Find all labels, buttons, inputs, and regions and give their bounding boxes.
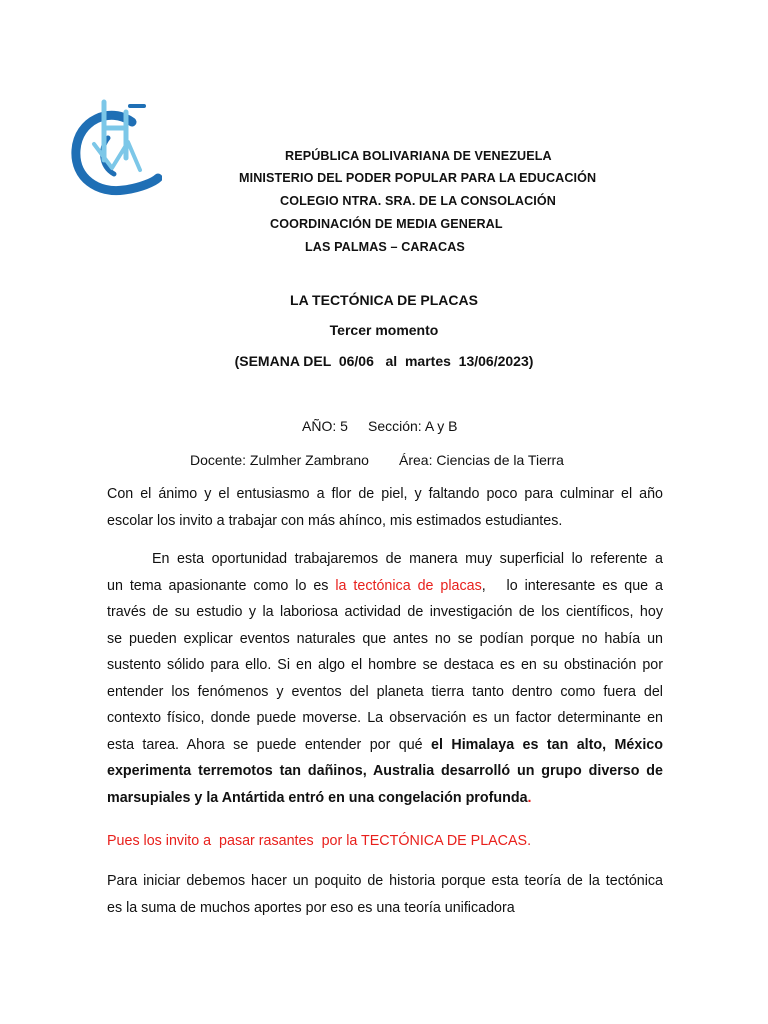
document-subtitle: Tercer momento (329, 322, 439, 338)
body-line (107, 573, 663, 600)
body-line: En esta oportunidad trabajaremos de manera muy superficial lo referente a (152, 551, 663, 567)
intro-line: Con el ánimo y el entusiasmo a flor de piel, y faltando poco para culminar el año (107, 486, 663, 502)
bold-text: el Himalaya es tan alto, México (431, 736, 663, 753)
body-line: contexto físico, donde puede moverse. La observación es un factor determinante en (107, 710, 663, 726)
body-line: entender los fenómenos y eventos del planeta tierra tanto dentro como fuera del (107, 683, 663, 700)
body-text: esta tarea. Ahora se puede entender por qué (107, 736, 432, 753)
week-range: (SEMANA DEL 06/06 al martes 13/06/2023) (234, 353, 534, 369)
bold-text: marsupiales y la Antártida entró en una congelación profunda (107, 789, 528, 806)
document-title: LA TECTÓNICA DE PLACAS (290, 292, 478, 308)
school-crest-logo (70, 98, 162, 200)
body-line: sustento sólido para ello. Si en algo el hombre se destaca es en su obstinación por (107, 657, 663, 673)
body-text: , lo interesante es que a (481, 577, 664, 594)
history-paragraph (107, 868, 663, 921)
header-ministry: MINISTERIO DEL PODER POPULAR PARA LA EDUCACIÓN (239, 171, 597, 185)
red-period: . (527, 789, 532, 806)
history-line: Para iniciar debemos hacer un poquito de historia porque esta teoría de la tectónica (107, 873, 663, 889)
body-line: experimenta terremotos tan dañinos, Australia desarrolló un grupo diverso de (107, 763, 663, 779)
teacher-label: Docente: Zulmher Zambrano (190, 452, 369, 468)
invite-line: Pues los invito a pasar rasantes por la TECTÓNICA DE PLACAS. (107, 833, 532, 849)
history-line: es la suma de muchos aportes por eso es una teoría unificadora (107, 899, 515, 916)
body-paragraph (107, 546, 663, 811)
header-school: COLEGIO NTRA. SRA. DE LA CONSOLACIÓN (280, 194, 557, 208)
section-label: Sección: A y B (368, 418, 458, 434)
year-label: AÑO: 5 (302, 418, 348, 434)
body-line (107, 785, 663, 812)
body-text: un tema apasionante como lo es (107, 577, 336, 594)
header-republic: REPÚBLICA BOLIVARIANA DE VENEZUELA (285, 149, 552, 163)
body-line (107, 732, 663, 759)
highlight-term: la tectónica de placas (335, 577, 482, 594)
header-location: LAS PALMAS – CARACAS (305, 240, 465, 254)
intro-paragraph (107, 481, 663, 534)
area-label: Área: Ciencias de la Tierra (399, 452, 564, 468)
body-line: través de su estudio y la laboriosa actividad de investigación de los científicos, hoy (107, 604, 663, 620)
header-coordination: COORDINACIÓN DE MEDIA GENERAL (270, 217, 503, 231)
body-line: se pueden explicar eventos naturales que antes no se podían porque no había un (107, 630, 663, 647)
intro-line: escolar los invito a trabajar con más ahínco, mis estimados estudiantes. (107, 512, 563, 529)
